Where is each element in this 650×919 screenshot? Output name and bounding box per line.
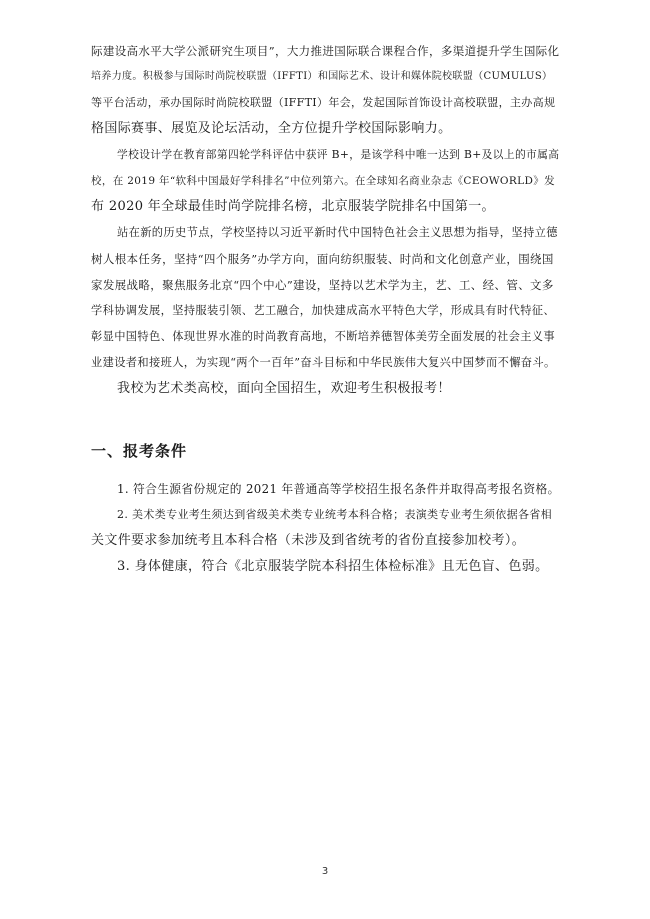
paragraph-line: 业建设者和接班人，为实现“两个一百年”奋斗目标和中华民族伟大复兴中国梦而不懈奋斗。 [91,356,556,369]
page-content [91,38,561,580]
paragraph-line: 等平台活动，承办国际时尚院校联盟（IFFTI）年会，发起国际首饰设计高校联盟，主办高规 [91,96,556,109]
paragraph-line: 学科协调发展，坚持服装引领、艺工融合，加快建成高水平特色大学，形成具有时代特征、 [91,304,556,317]
paragraph-discipline-ranking [91,142,561,220]
paragraph-line: 布 2020 年全球最佳时尚学院排名榜，北京服装学院排名中国第一。 [91,199,495,214]
paragraph-international-cooperation [91,38,561,142]
requirement-line: 关文件要求参加统考且本科合格（未涉及到省统考的省份直接参加校考）。 [91,533,526,548]
paragraph-enrollment-welcome [91,376,561,402]
paragraph-line: 树人根本任务，坚持“四个服务”办学方向，面向纺织服装、时尚和文化创意产业，围绕国 [91,252,554,266]
paragraph-line: 我校为艺术类高校，面向全国招生，欢迎考生积极报考！ [117,381,451,396]
paragraph-line: 培养力度。积极参与国际时尚院校联盟（IFFTI）和国际艺术、设计和媒体院校联盟（CUMULUS） [91,71,553,82]
section-heading-application-requirements: 一、报考条件 [91,442,188,460]
paragraph-line: 站在新的历史节点，学校坚持以习近平新时代中国特色社会主义思想为指导，坚持立德 [117,226,558,239]
requirement-item-1 [91,476,561,502]
page-number: 3 [321,866,329,877]
requirement-item-2 [91,502,561,554]
paragraph-line: 彰显中国特色、体现世界水准的时尚教育高地，不断培养德智体美劳全面发展的社会主义事 [91,330,556,343]
paragraph-development-strategy [91,220,561,376]
paragraph-line: 际建设高水平大学公派研究生项目”，大力推进国际联合课程合作，多渠道提升学生国际化 [91,44,560,58]
requirement-item-3 [91,554,561,580]
paragraph-line: 家发展战略，聚焦服务北京“四个中心”建设，坚持以艺术学为主，艺、工、经、管、文多 [91,278,554,292]
paragraph-line: 校，在 2019 年“软科中国最好学科排名”中位列第六。在全球知名商业杂志《CEOWORLD》发 [91,175,555,187]
paragraph-line: 学校设计学在教育部第四轮学科评估中获评 B+，是该学科中唯一达到 B+及以上的市属高 [117,148,560,161]
requirement-line: 1. 符合生源省份规定的 2021 年普通高等学校招生报名条件并取得高考报名资格。 [117,482,560,496]
paragraph-line: 格国际赛事、展览及论坛活动，全方位提升学校国际影响力。 [91,121,452,136]
requirement-line: 2. 美术类专业考生须达到省级美术类专业统考本科合格；表演类专业考生须依据各省相 [117,508,552,521]
requirement-line: 3. 身体健康，符合《北京服装学院本科招生体检标准》且无色盲、色弱。 [117,559,549,574]
